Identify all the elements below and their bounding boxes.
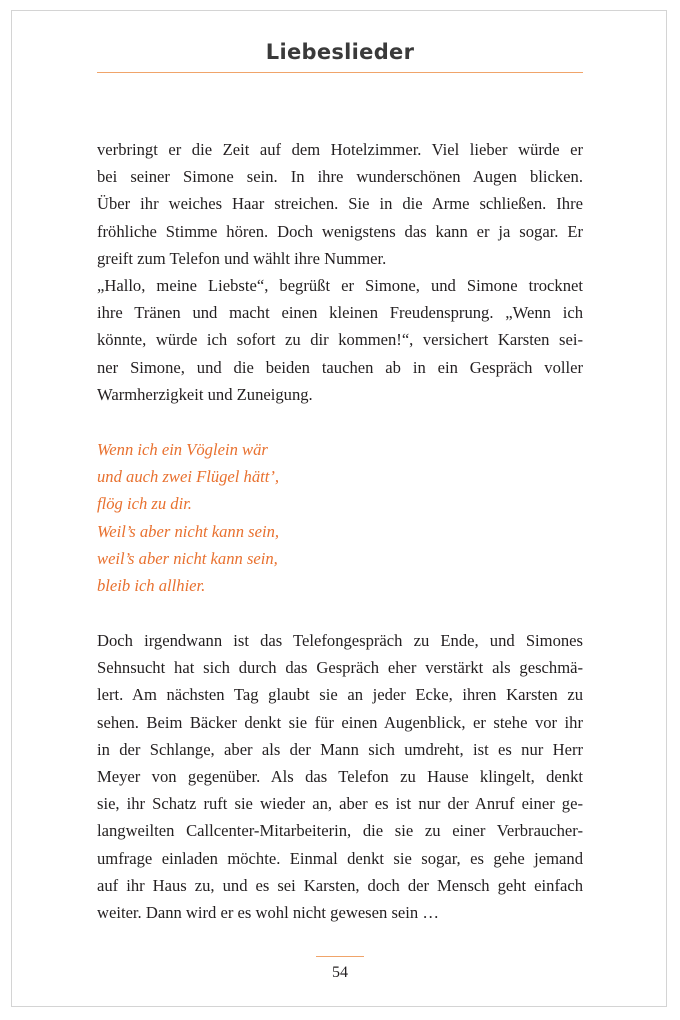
poem-verse xyxy=(97,436,583,599)
text-line: langweilten Callcenter-Mitarbeiterin, die sie zu einer Verbraucher- xyxy=(97,821,583,841)
text-line: lert. Am nächsten Tag glaubt sie an jeder Ecke, ihren Karsten zu xyxy=(97,685,583,705)
text-line: auf ihr Haus zu, und es sei Karsten, doch der Mensch geht einfach xyxy=(97,875,583,895)
text-line: Über ihr weiches Haar streichen. Sie in die Arme schließen. Ihre xyxy=(97,194,583,214)
footer-rule xyxy=(316,956,364,957)
text-line: bei seiner Simone sein. In ihre wunderschönen Augen blicken. xyxy=(97,167,583,187)
text-line: weiter. Dann wird er es wohl nicht gewesen sein … xyxy=(97,902,439,922)
paragraph-1 xyxy=(97,136,583,408)
text-line: Doch irgendwann ist das Telefongespräch zu Ende, und Simones xyxy=(97,631,583,650)
text-line: umfrage einladen möchte. Einmal denkt sie sogar, es gehe jemand xyxy=(97,848,583,868)
poem-line: weil’s aber nicht kann sein, xyxy=(97,548,278,568)
text-line: in der Schlange, aber als der Mann sich umdreht, ist es nur Herr xyxy=(97,739,583,759)
header-rule xyxy=(97,72,583,73)
text-line: Sehnsucht hat sich durch das Gespräch eher verstärkt als geschmä- xyxy=(97,658,583,678)
text-line: verbringt er die Zeit auf dem Hotelzimmer. Viel lieber würde er xyxy=(97,140,583,159)
text-line: Meyer von gegenüber. Als das Telefon zu Hause klingelt, denkt xyxy=(97,766,583,786)
poem-line: flög ich zu dir. xyxy=(97,494,192,514)
poem-line: und auch zwei Flügel hätt’, xyxy=(97,467,280,487)
poem-line: Weil’s aber nicht kann sein, xyxy=(97,521,280,541)
text-line: fröhliche Stimme hören. Doch wenigstens das kann er ja sogar. Er xyxy=(97,221,583,241)
running-head: Liebeslieder xyxy=(265,40,415,64)
text-line: ner Simone, und die beiden tauchen ab in ein Gespräch voller xyxy=(97,357,583,377)
text-line: ihre Tränen und macht einen kleinen Freudensprung. „Wenn ich xyxy=(97,303,583,323)
page-number: 54 xyxy=(332,964,348,981)
paragraph-2 xyxy=(97,627,583,926)
text-line: sehen. Beim Bäcker denkt sie für einen Augenblick, er stehe vor ihr xyxy=(97,712,583,732)
text-line: sie, ihr Schatz ruft sie wieder an, aber es ist nur der Anruf einer ge- xyxy=(97,794,583,814)
text-line: Warmherzigkeit und Zuneigung. xyxy=(97,384,313,404)
text-line: greift zum Telefon und wählt ihre Nummer. xyxy=(97,248,387,268)
poem-line: bleib ich allhier. xyxy=(97,575,206,595)
text-line: „Hallo, meine Liebste“, begrüßt er Simone, und Simone trocknet xyxy=(97,275,583,295)
poem-line: Wenn ich ein Vöglein wär xyxy=(97,440,268,459)
text-line: könnte, würde ich sofort zu dir kommen!“, versichert Karsten sei- xyxy=(97,330,583,350)
